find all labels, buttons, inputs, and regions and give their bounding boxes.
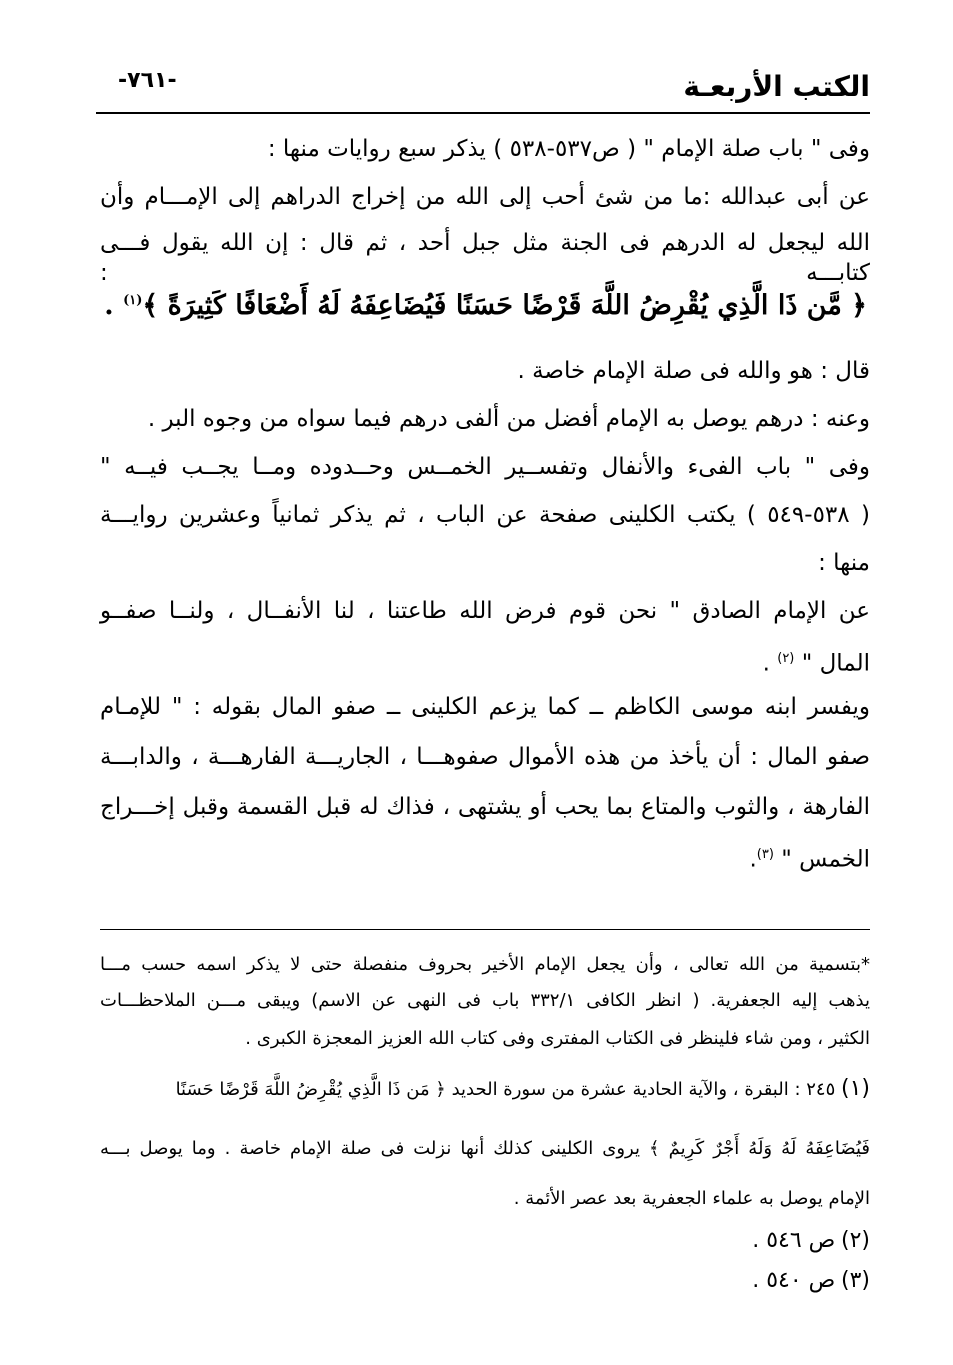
footnote-rule bbox=[100, 929, 870, 930]
footnote-3 bbox=[752, 1268, 870, 1295]
footnote-number: (١) bbox=[840, 1076, 870, 1101]
body-line: ( ٥٣٨-٥٤٩ ) يكتب الكلينى صفحة عن الباب ، ثم يذكر ثمانياً وعشرين روايـــة bbox=[100, 502, 870, 528]
footnote-ref: (٣) bbox=[756, 847, 774, 862]
footnote-line: الإمام يوصل به علماء الجعفرية بعد عصر الأئمة . bbox=[513, 1188, 870, 1209]
footnote-text: ص ٥٤٠ . bbox=[752, 1268, 836, 1293]
footnote-text: ص ٥٤٦ . bbox=[752, 1228, 836, 1253]
body-line: عن الإمام الصادق " نحن قوم فرض الله طاعتنا ، لنا الأنفــال ، ولنــا صفــو bbox=[100, 598, 870, 624]
header-rule bbox=[96, 112, 870, 114]
body-line: الله ليجعل له الدرهم فى الجنة مثل جبل أحد ، ثم قال : إن الله يقول فـــى كتابـــه : bbox=[100, 230, 870, 286]
footnote-number: (٣) bbox=[840, 1268, 870, 1293]
footnote-line: *بتسمية من الله تعالى ، وأن يجعل الإمام الأخير بحروف منفصلة حتى لا يذكر اسمه حسب مـــا bbox=[100, 954, 870, 975]
quran-verse-text: ﴿ مَّن ذَا الَّذِي يُقْرِضُ اللَّهَ قَرْضًا حَسَنًا فَيُضَاعِفَهُ لَهُ أَضْعَافًا كَثِيرَةً ﴾ bbox=[142, 290, 867, 321]
body-line-text: الخمس " bbox=[781, 846, 870, 873]
body-line-text: المال " bbox=[801, 650, 870, 677]
body-line: وفى " باب الفىء والأنفال وتفســير الخمــس وحــدوده ومــا يجــب فيــه " bbox=[100, 454, 870, 480]
body-line: الخمس " $^{(٣)}$. bbox=[749, 846, 870, 873]
footnote-number: (٢) bbox=[840, 1228, 870, 1253]
footnote-ref: (١) bbox=[123, 293, 143, 308]
body-line: ويفسر ابنه موسى الكاظم ــ كما يزعم الكلينى ــ صفو المال بقوله : " للإمـام bbox=[100, 694, 870, 720]
footnote-line: الكثير ، ومن شاء فلينظر فى الكتاب المفترى وفى كتاب الله العزيز المعجزة الكبرى . bbox=[245, 1028, 870, 1049]
running-title: الكتب الأربعـة bbox=[683, 70, 870, 103]
body-line: وفى " باب صلة الإمام " ( ص٥٣٧-٥٣٨ ) يذكر سبع روايات منها : bbox=[267, 136, 870, 162]
body-line: قال : هو والله فى صلة الإمام خاصة . bbox=[517, 358, 870, 384]
body-line: الفارهة ، والثوب والمتاع بما يحب أو يشتهى ، فذاك له قبل القسمة وقبل إخـــراج bbox=[100, 794, 870, 820]
body-line: وعنه : درهم يوصل به الإمام أفضل من ألفى درهم فيما سواه من وجوه البر . bbox=[147, 406, 870, 432]
footnote-1 bbox=[176, 1076, 870, 1103]
body-line: المال " $^{(٢)}$ . bbox=[762, 650, 870, 677]
quran-verse: ﴿ مَّن ذَا الَّذِي يُقْرِضُ اللَّهَ قَرْضًا حَسَنًا فَيُضَاعِفَهُ لَهُ أَضْعَافًا كَثِيرَةً ﴾$^{(١)}$ . bbox=[104, 290, 867, 321]
page-number: -٧٦١- bbox=[118, 68, 177, 93]
page-header bbox=[96, 62, 870, 110]
footnote-ref: (٢) bbox=[777, 651, 795, 666]
body-line: منها : bbox=[818, 550, 870, 576]
footnote-line: فَيُضَاعِفَهُ لَهُ وَلَهُ أَجْرٌ كَرِيمٌ ﴾ يروى الكلينى كذلك أنها نزلت فى صلة الإمام خاصة . وما يوصل بـــه bbox=[100, 1138, 870, 1159]
footnote-line: يذهب إليه الجعفرية. ( انظر الكافى ٣٣٢/١ باب فى النهى عن الاسم) ويبقى مـــن الملاحظـــات bbox=[100, 990, 871, 1011]
footnote-2 bbox=[752, 1228, 870, 1255]
footnote-text: ٢٤٥ : البقرة ، والآية الحادية عشرة من سورة الحديد ﴿ مَن ذَا الَّذِي يُقْرِضُ اللَّهَ قَرْضًا حَسَنًا bbox=[175, 1079, 836, 1100]
body-line: صفو المال : أن يأخذ من هذه الأموال صفوهـــا ، الجاريـــة الفارهـــة ، والدابـــة bbox=[100, 744, 870, 770]
body-line: عن أبى عبدالله :ما من شئ أحب إلى الله من إخراج الدراهم إلى الإمـــام وأن bbox=[100, 184, 870, 210]
